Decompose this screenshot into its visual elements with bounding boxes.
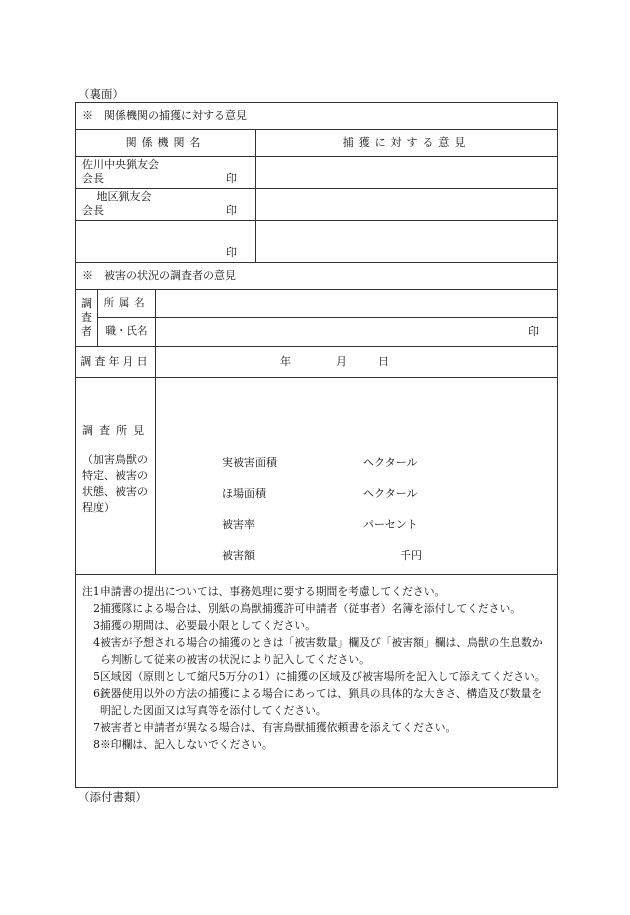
col-org-header: 関係機関名 [76, 130, 256, 157]
affiliation-label: 所属名 [98, 290, 156, 318]
back-side-label: （裏面） [78, 87, 124, 101]
findings-sub-2: 特定、被害の [82, 468, 148, 482]
item-actual-damage-area-unit: ヘクタール [363, 456, 418, 469]
findings-label-cell [76, 378, 156, 575]
note-item: 4被害が予想される場合の捕獲のときは「被害数量」欄及び「被害額」欄は、鳥獣の生息数から判断して従来の被害の状況により記入してください。 [93, 636, 543, 666]
item-damage-amount-label: 被害額 [222, 549, 255, 562]
org-row-1-opinion[interactable] [256, 157, 558, 189]
findings-sub-3: 状態、被害の [82, 484, 148, 498]
org-row-2-opinion[interactable] [256, 189, 558, 221]
note-item: 注1申請書の提出については、事務処理に要する期間を考慮してください。 [82, 585, 446, 598]
note-item: 7被害者と申請者が異なる場合は、有害鳥獣捕獲依頼書を添えてください。 [93, 721, 457, 734]
item-field-area-label: ほ場面積 [222, 487, 266, 500]
note-item: 6銃器使用以外の方法の捕獲による場合にあっては、猟具の具体的な大きさ、構造及び数量を明記した図面又は写真等を添付してください。 [93, 687, 543, 717]
org-row-1[interactable] [76, 157, 256, 189]
item-actual-damage-area-label: 実被害面積 [222, 456, 277, 469]
investigator-label: 調 査 者 [76, 290, 98, 347]
col-opinion-header: 捕獲に対する意見 [256, 130, 558, 157]
item-damage-amount-unit: 千円 [400, 549, 422, 562]
item-damage-rate-unit: パーセント [363, 518, 418, 531]
attachments-label: （添付書類） [78, 790, 147, 804]
org-row-1-name: 佐川中央猟友会 [82, 158, 159, 171]
findings-sub-1: （加害鳥獣の [82, 452, 148, 466]
findings-field[interactable] [156, 378, 558, 575]
position-name-field[interactable] [156, 318, 558, 347]
date-month: 月 [336, 355, 347, 368]
section1-title: ※ 関係機関の捕獲に対する意見 [76, 103, 558, 130]
item-field-area-unit: ヘクタール [363, 487, 418, 500]
position-name-label: 職・氏名 [98, 318, 156, 347]
org-row-2-title: 会長 [82, 203, 104, 217]
date-day: 日 [378, 355, 389, 368]
org-row-2-name: 地区猟友会 [82, 190, 152, 203]
org-row-3[interactable] [76, 221, 256, 263]
org-row-3-opinion[interactable] [256, 221, 558, 263]
survey-date-label: 調査年月日 [76, 347, 156, 378]
org-row-1-title: 会長 [82, 171, 104, 185]
notes-section [76, 575, 558, 788]
note-item: 5区域図（原則として縮尺5万分の1）に捕獲の区域及び被害場所を記入して添えてください。 [93, 670, 546, 683]
org-row-1-seal: 印 [226, 172, 237, 186]
org-row-2[interactable] [76, 189, 256, 221]
affiliation-field[interactable] [156, 290, 558, 318]
findings-sub-4: 程度） [82, 500, 115, 514]
note-item: 3捕獲の期間は、必要最小限としてください。 [93, 619, 316, 632]
note-item: 8※印欄は、記入しないでください。 [93, 738, 273, 751]
survey-date-field[interactable] [156, 347, 558, 378]
date-year: 年 [280, 355, 291, 368]
findings-label: 調査所見 [82, 424, 151, 437]
org-row-2-seal: 印 [226, 204, 237, 218]
notes-list [82, 583, 551, 753]
item-damage-rate-label: 被害率 [222, 518, 255, 531]
opinion-form-table [75, 102, 558, 788]
investigator-seal: 印 [528, 325, 539, 339]
section2-title: ※ 被害の状況の調査者の意見 [76, 263, 558, 290]
note-item: 2捕獲隊による場合は、別紙の鳥獣捕獲許可申請者（従事者）名簿を添付してください。 [93, 602, 522, 615]
org-row-3-seal: 印 [226, 246, 237, 260]
